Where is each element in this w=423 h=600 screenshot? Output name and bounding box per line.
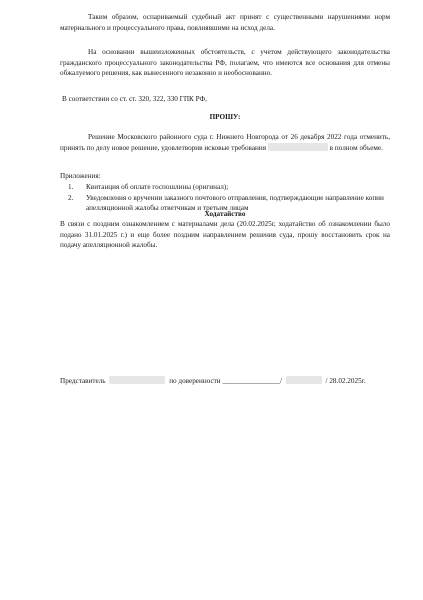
signature-line — [60, 376, 366, 387]
redacted-name — [268, 143, 328, 151]
heading-prosim: ПРОШУ: — [209, 113, 241, 121]
request-paragraph — [60, 132, 390, 153]
request-in: в — [329, 143, 334, 152]
attachment-text: Уведомления о вручении заказного почтового отправления, подтверждающие направление копии апелляционной жалобы ответчикам и третьим лицам — [86, 193, 384, 213]
attachment-number: 1. — [68, 183, 74, 191]
attachment-item — [60, 182, 390, 193]
proxy-label: по доверенности — [169, 377, 221, 385]
paragraph-conclusion: Таким образом, оспариваемый судебный акт принят с существенными нарушениями норм материального и процессуального права, повлиявшими на исход дела. — [60, 13, 390, 32]
redacted-signature — [286, 376, 322, 384]
signature-blank: ________________/ — [222, 377, 282, 385]
request-end: полном объеме. — [334, 143, 383, 152]
motion-paragraph: В связи с поздним ознакомлением с материалами дела (20.02.2025г, ходатайство об ознакомлении было подано 31.01.2025 г.) и еще более поздним направлением решения суда, прошу восстановить срок на подачу апелляционной жалобы. — [60, 220, 390, 250]
request-text: Решение Московского районного суда г. Нижнего Новгорода от 26 декабря 2022 года отменить, принять по делу новое решение, удовлетворив исковые требования — [60, 133, 390, 152]
paragraph-articles: В соответствии со ст. ст. 320, 322, 330 ГПК РФ, — [62, 95, 207, 103]
paragraph-grounds: На основании вышеизложенных обстоятельств, с учетом действующего законодательства гражданского процессуального законодательства РФ, полагаем, что имеются все основания для отмены обжалуемого решения, как вынесенного незаконно и необоснованно. — [60, 48, 390, 78]
attachments-label: Приложения: — [60, 172, 101, 180]
heading-motion: Ходатайство — [204, 210, 246, 218]
representative-label: Представитель — [60, 377, 106, 385]
attachment-text: Квитанция об оплате госпошлины (оригинал); — [86, 183, 229, 191]
signature-date: / 28.02.2025г. — [325, 377, 366, 385]
redacted-representative — [109, 376, 165, 384]
attachment-number: 2. — [68, 193, 74, 202]
